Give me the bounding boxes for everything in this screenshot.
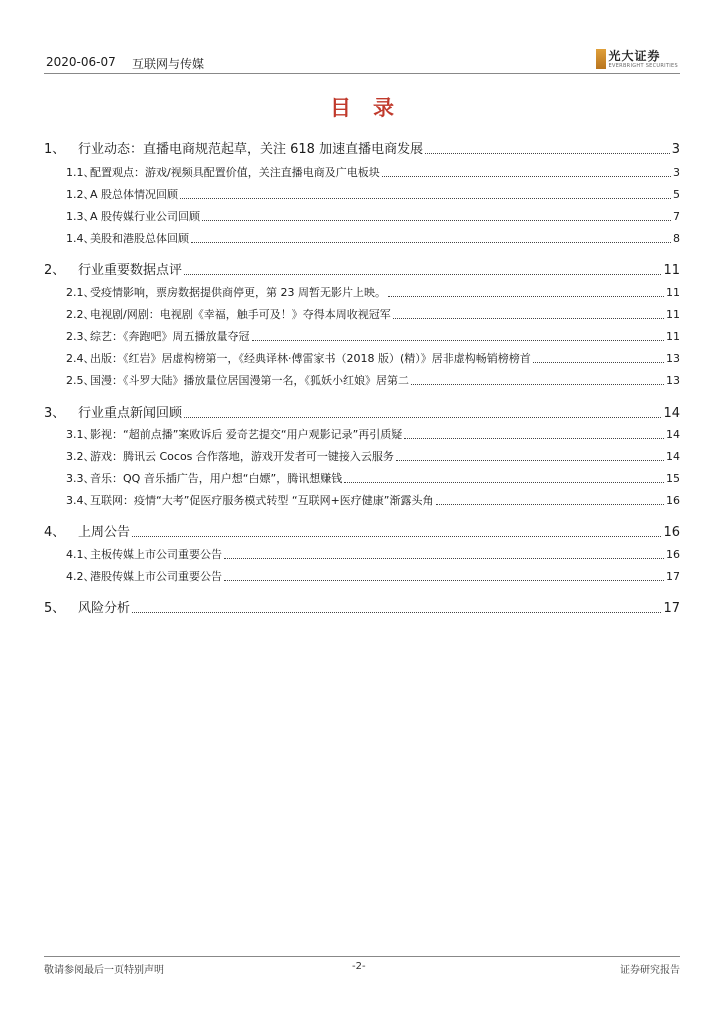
toc-entry-number: 1.1、 xyxy=(66,166,95,179)
toc-entry-page: 3 xyxy=(671,142,680,157)
toc-leader-dots xyxy=(180,198,671,199)
toc-entry-number: 2.3、 xyxy=(66,330,95,343)
toc-entry[interactable] xyxy=(66,328,680,344)
toc-entry-number: 1.4、 xyxy=(66,232,95,245)
toc-entry[interactable] xyxy=(66,284,680,300)
toc-entry[interactable] xyxy=(44,521,680,540)
toc-entry-number: 2.5、 xyxy=(66,374,95,387)
toc-entry-page: 16 xyxy=(666,494,680,507)
toc-leader-dots xyxy=(224,580,664,581)
toc-leader-dots xyxy=(436,504,664,505)
toc-entry[interactable] xyxy=(66,568,680,584)
toc-leader-dots xyxy=(382,176,671,177)
toc-entry-page: 14 xyxy=(663,406,680,421)
toc-entry-number: 3.4、 xyxy=(66,494,95,507)
toc-entry-title: 主板传媒上市公司重要公告 xyxy=(90,548,222,561)
toc-leader-dots xyxy=(533,362,664,363)
toc-entry-number: 3.1、 xyxy=(66,428,95,441)
toc-leader-dots xyxy=(224,558,664,559)
toc-leader-dots xyxy=(388,296,664,297)
toc-entry[interactable] xyxy=(44,597,680,616)
toc-entry[interactable] xyxy=(66,350,680,366)
toc-entry-page: 16 xyxy=(663,525,680,540)
toc-entry-page: 16 xyxy=(666,548,680,561)
toc-entry-page: 11 xyxy=(663,263,680,278)
toc-entry[interactable] xyxy=(66,186,680,202)
toc-entry-title: 受疫情影响，票房数据提供商停更，第 23 周暂无影片上映。 xyxy=(90,286,386,299)
toc-entry-title: 出版：《红岩》居虚构榜第一，《经典译林·傅雷家书（2018 版）(精）》居非虚构畅销榜榜首 xyxy=(90,352,531,365)
toc-entry-number: 1.2、 xyxy=(66,188,95,201)
toc-entry[interactable] xyxy=(66,448,680,464)
toc-entry-title: 综艺：《奔跑吧》周五播放量夺冠 xyxy=(90,330,250,343)
toc-entry-page: 13 xyxy=(666,374,680,387)
toc-entry-page: 3 xyxy=(673,166,680,179)
toc-entry[interactable] xyxy=(44,402,680,421)
footer-report-type: 证券研究报告 xyxy=(620,965,680,976)
toc-entry-title: 行业重点新闻回顾 xyxy=(78,406,183,421)
toc-entry[interactable] xyxy=(66,306,680,322)
toc-entry-title: 电视剧/网剧：电视剧《幸福，触手可及！》夺得本周收视冠军 xyxy=(90,308,391,321)
brand-logo xyxy=(596,48,678,70)
toc-entry-title: 风险分析 xyxy=(78,601,131,616)
report-date: 2020-06-07 xyxy=(46,55,116,69)
toc-entry-number: 3.2、 xyxy=(66,450,95,463)
toc-entry-title: A 股传媒行业公司回顾 xyxy=(90,210,201,223)
logo-text: 光大证券 xyxy=(608,48,661,63)
toc-entry-number: 5、 xyxy=(44,601,66,616)
toc-entry-number: 4.2、 xyxy=(66,570,95,583)
toc-entry[interactable] xyxy=(66,164,680,180)
toc-entry[interactable] xyxy=(66,230,680,246)
toc-entry-title: 上周公告 xyxy=(78,525,131,540)
toc-entry-number: 3、 xyxy=(44,406,66,421)
toc-entry-number: 4、 xyxy=(44,525,66,540)
toc-entry-number: 1、 xyxy=(44,142,66,157)
toc-leader-dots xyxy=(396,460,664,461)
toc-leader-dots xyxy=(132,536,661,537)
page-header xyxy=(44,48,680,74)
toc-entry-number: 3.3、 xyxy=(66,472,95,485)
toc-entry-page: 11 xyxy=(666,308,680,321)
toc-entry-title: 国漫：《斗罗大陆》播放量位居国漫第一名，《狐妖小红娘》居第二 xyxy=(90,374,409,387)
toc-entry[interactable] xyxy=(66,546,680,562)
toc-entry-number: 2、 xyxy=(44,263,66,278)
toc-entry-title: 音乐：QQ 音乐插广告，用户想“白嫖”，腾讯想赚钱 xyxy=(90,472,343,485)
toc-leader-dots xyxy=(191,242,671,243)
toc-leader-dots xyxy=(404,438,664,439)
toc-leader-dots xyxy=(344,482,664,483)
toc-entry-number: 1.3、 xyxy=(66,210,95,223)
toc-entry-page: 11 xyxy=(666,286,680,299)
page-title: 目录 xyxy=(330,96,416,120)
toc-entry-page: 7 xyxy=(673,210,680,223)
toc-entry-title: 影视：“超前点播”案败诉后 爱奇艺提交“用户观影记录”再引质疑 xyxy=(90,428,403,441)
footer-divider xyxy=(44,956,680,957)
toc-entry[interactable] xyxy=(44,259,680,278)
toc-entry[interactable] xyxy=(66,426,680,442)
toc-leader-dots xyxy=(393,318,664,319)
toc-entry-title: A 股总体情况回顾 xyxy=(90,188,179,201)
toc-entry-number: 2.1、 xyxy=(66,286,95,299)
toc-entry-title: 配置观点：游戏/视频具配置价值，关注直播电商及广电板块 xyxy=(90,166,380,179)
toc-leader-dots xyxy=(411,384,664,385)
toc-entry-page: 11 xyxy=(666,330,680,343)
toc-entry[interactable] xyxy=(44,138,680,157)
toc-leader-dots xyxy=(252,340,665,341)
header-divider xyxy=(44,73,680,74)
toc-entry[interactable] xyxy=(66,372,680,388)
toc-entry-title: 游戏：腾讯云 Cocos 合作落地，游戏开发者可一键接入云服务 xyxy=(90,450,394,463)
toc-entry-page: 14 xyxy=(666,428,680,441)
page-number: -2- xyxy=(352,961,366,972)
toc-entry-title: 行业动态：直播电商规范起草，关注 618 加速直播电商发展 xyxy=(78,142,424,157)
toc-leader-dots xyxy=(184,274,661,275)
toc-entry-title: 互联网：疫情“大考”促医疗服务模式转型 “互联网+医疗健康”渐露头角 xyxy=(90,494,434,507)
toc-entry-number: 2.2、 xyxy=(66,308,95,321)
toc-entry-title: 美股和港股总体回顾 xyxy=(90,232,189,245)
toc-entry-page: 17 xyxy=(663,601,680,616)
toc-entry-page: 5 xyxy=(673,188,680,201)
toc-leader-dots xyxy=(132,612,661,613)
logo-subtext: EVERBRIGHT SECURITIES xyxy=(608,62,678,69)
toc-entry-number: 2.4、 xyxy=(66,352,95,365)
toc-entry-title: 港股传媒上市公司重要公告 xyxy=(90,570,222,583)
logo-mark-icon xyxy=(596,49,606,69)
toc-leader-dots xyxy=(184,417,661,418)
toc-leader-dots xyxy=(202,220,671,221)
industry-name: 互联网与传媒 xyxy=(132,57,205,71)
toc-entry-page: 13 xyxy=(666,352,680,365)
toc-entry-page: 8 xyxy=(673,232,680,245)
toc-entry-page: 17 xyxy=(666,570,680,583)
toc-entry-title: 行业重要数据点评 xyxy=(78,263,183,278)
toc-entry[interactable] xyxy=(66,470,680,486)
toc-entry-page: 15 xyxy=(666,472,680,485)
toc-entry[interactable] xyxy=(66,208,680,224)
toc-leader-dots xyxy=(425,153,670,154)
footer-disclaimer: 敬请参阅最后一页特别声明 xyxy=(44,965,164,976)
toc-entry-page: 14 xyxy=(666,450,680,463)
toc-entry[interactable] xyxy=(66,492,680,508)
toc-entry-number: 4.1、 xyxy=(66,548,95,561)
